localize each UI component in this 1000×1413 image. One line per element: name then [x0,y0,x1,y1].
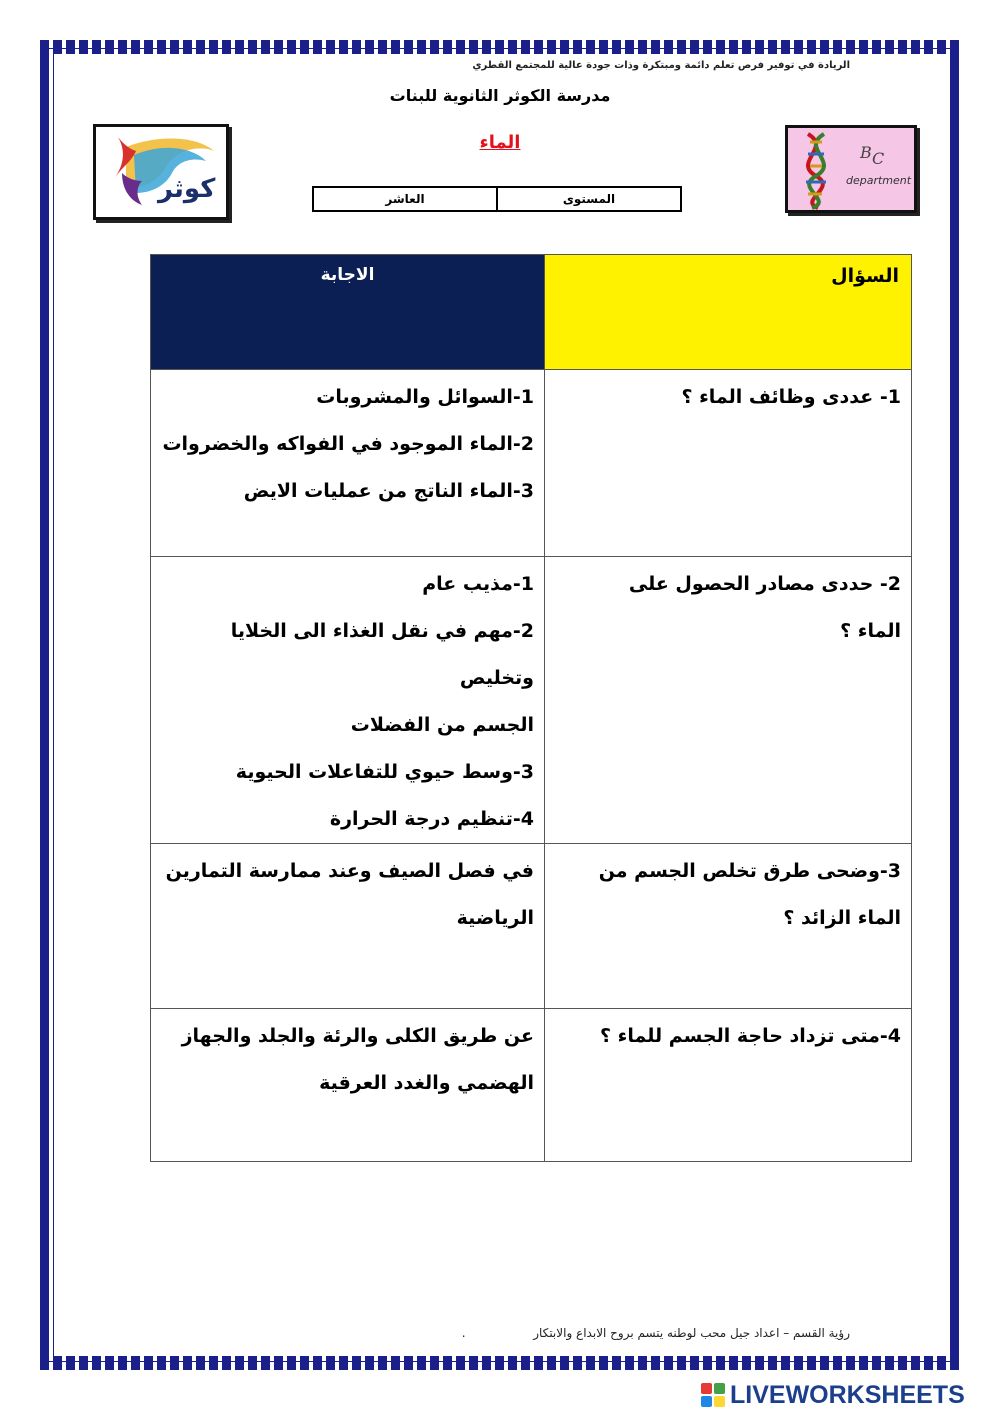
answer-line: الجسم من الفضلات [350,714,534,736]
table-row [151,1009,912,1162]
level-label: المستوى [496,188,680,210]
question-line: الماء الزائد ؟ [783,907,901,929]
vision-text: رؤية القسم – اعداد جيل محب لوطنه يتسم بروح الابداع والابتكار [533,1326,850,1340]
answer-line: 1-السوائل والمشروبات [316,386,534,408]
liveworksheets-logo-icon [700,1382,726,1408]
table-row [151,370,912,557]
liveworksheets-wordmark: LIVEWORKSHEETS [730,1380,965,1409]
table-row [151,557,912,844]
qa-table-header [151,255,912,370]
svg-text:C: C [872,149,885,168]
answer-line: 4-تنظيم درجة الحرارة [329,808,534,830]
school-name: مدرسة الكوثر الثانوية للبنات [389,86,611,105]
answer-line: 2-الماء الموجود في الفواكه والخضروات [162,433,534,455]
answer-line: 3-الماء الناتج من عمليات الايض [243,480,534,502]
level-value: العاشر [385,192,425,206]
department-logo [785,125,917,213]
school-logo [93,124,229,220]
svg-text:ﻛﻮﺛﺮ: ﻛﻮﺛﺮ [158,174,216,204]
table-row [151,844,912,1009]
question-line: 4-متى تزداد حاجة الجسم للماء ؟ [599,1025,901,1047]
svg-text:B: B [860,143,872,162]
answer-line: 3-وسط حيوي للتفاعلات الحيوية [235,761,534,783]
liveworksheets-brand[interactable] [700,1380,990,1410]
question-line: 3-وضحى طرق تخلص الجسم من [598,860,901,882]
school-logo-graphic [96,127,226,217]
answer-cell [151,1009,545,1162]
worksheet-title: الماء [479,132,521,153]
question-cell [545,1009,912,1162]
answer-line: 1-مذيب عام [422,573,534,595]
department-vision [330,1326,850,1340]
answer-cell [151,844,545,1009]
question-cell [545,844,912,1009]
answer-header: الاجابة [151,255,545,370]
answer-cell [151,370,545,557]
question-line: 1- عددى وظائف الماء ؟ [681,386,901,408]
question-header: السؤال [545,255,912,370]
school-motto: الريادة في توفير فرص تعلم دائمة ومبتكرة وذات جودة عالية للمجتمع القطري [472,60,850,71]
answer-line: في فصل الصيف وعند ممارسة التمارين [165,860,534,882]
answer-cell [151,557,545,844]
question-line: الماء ؟ [840,620,901,642]
answer-line: الرياضية [456,907,534,929]
footer-dot: . [461,1326,466,1340]
question-line: 2- حددى مصادر الحصول على [628,573,901,595]
dna-icon [788,128,914,210]
question-cell [545,370,912,557]
question-cell [545,557,912,844]
answer-line: عن طريق الكلى والرئة والجلد والجهاز [181,1025,534,1047]
qa-table [150,254,912,1162]
level-box [312,186,682,212]
answer-line: 2-مهم في نقل الغذاء الى الخلايا وتخليص [230,620,534,689]
department-logo-text: department [846,174,912,187]
answer-line: الهضمي والغدد العرقية [319,1072,534,1094]
